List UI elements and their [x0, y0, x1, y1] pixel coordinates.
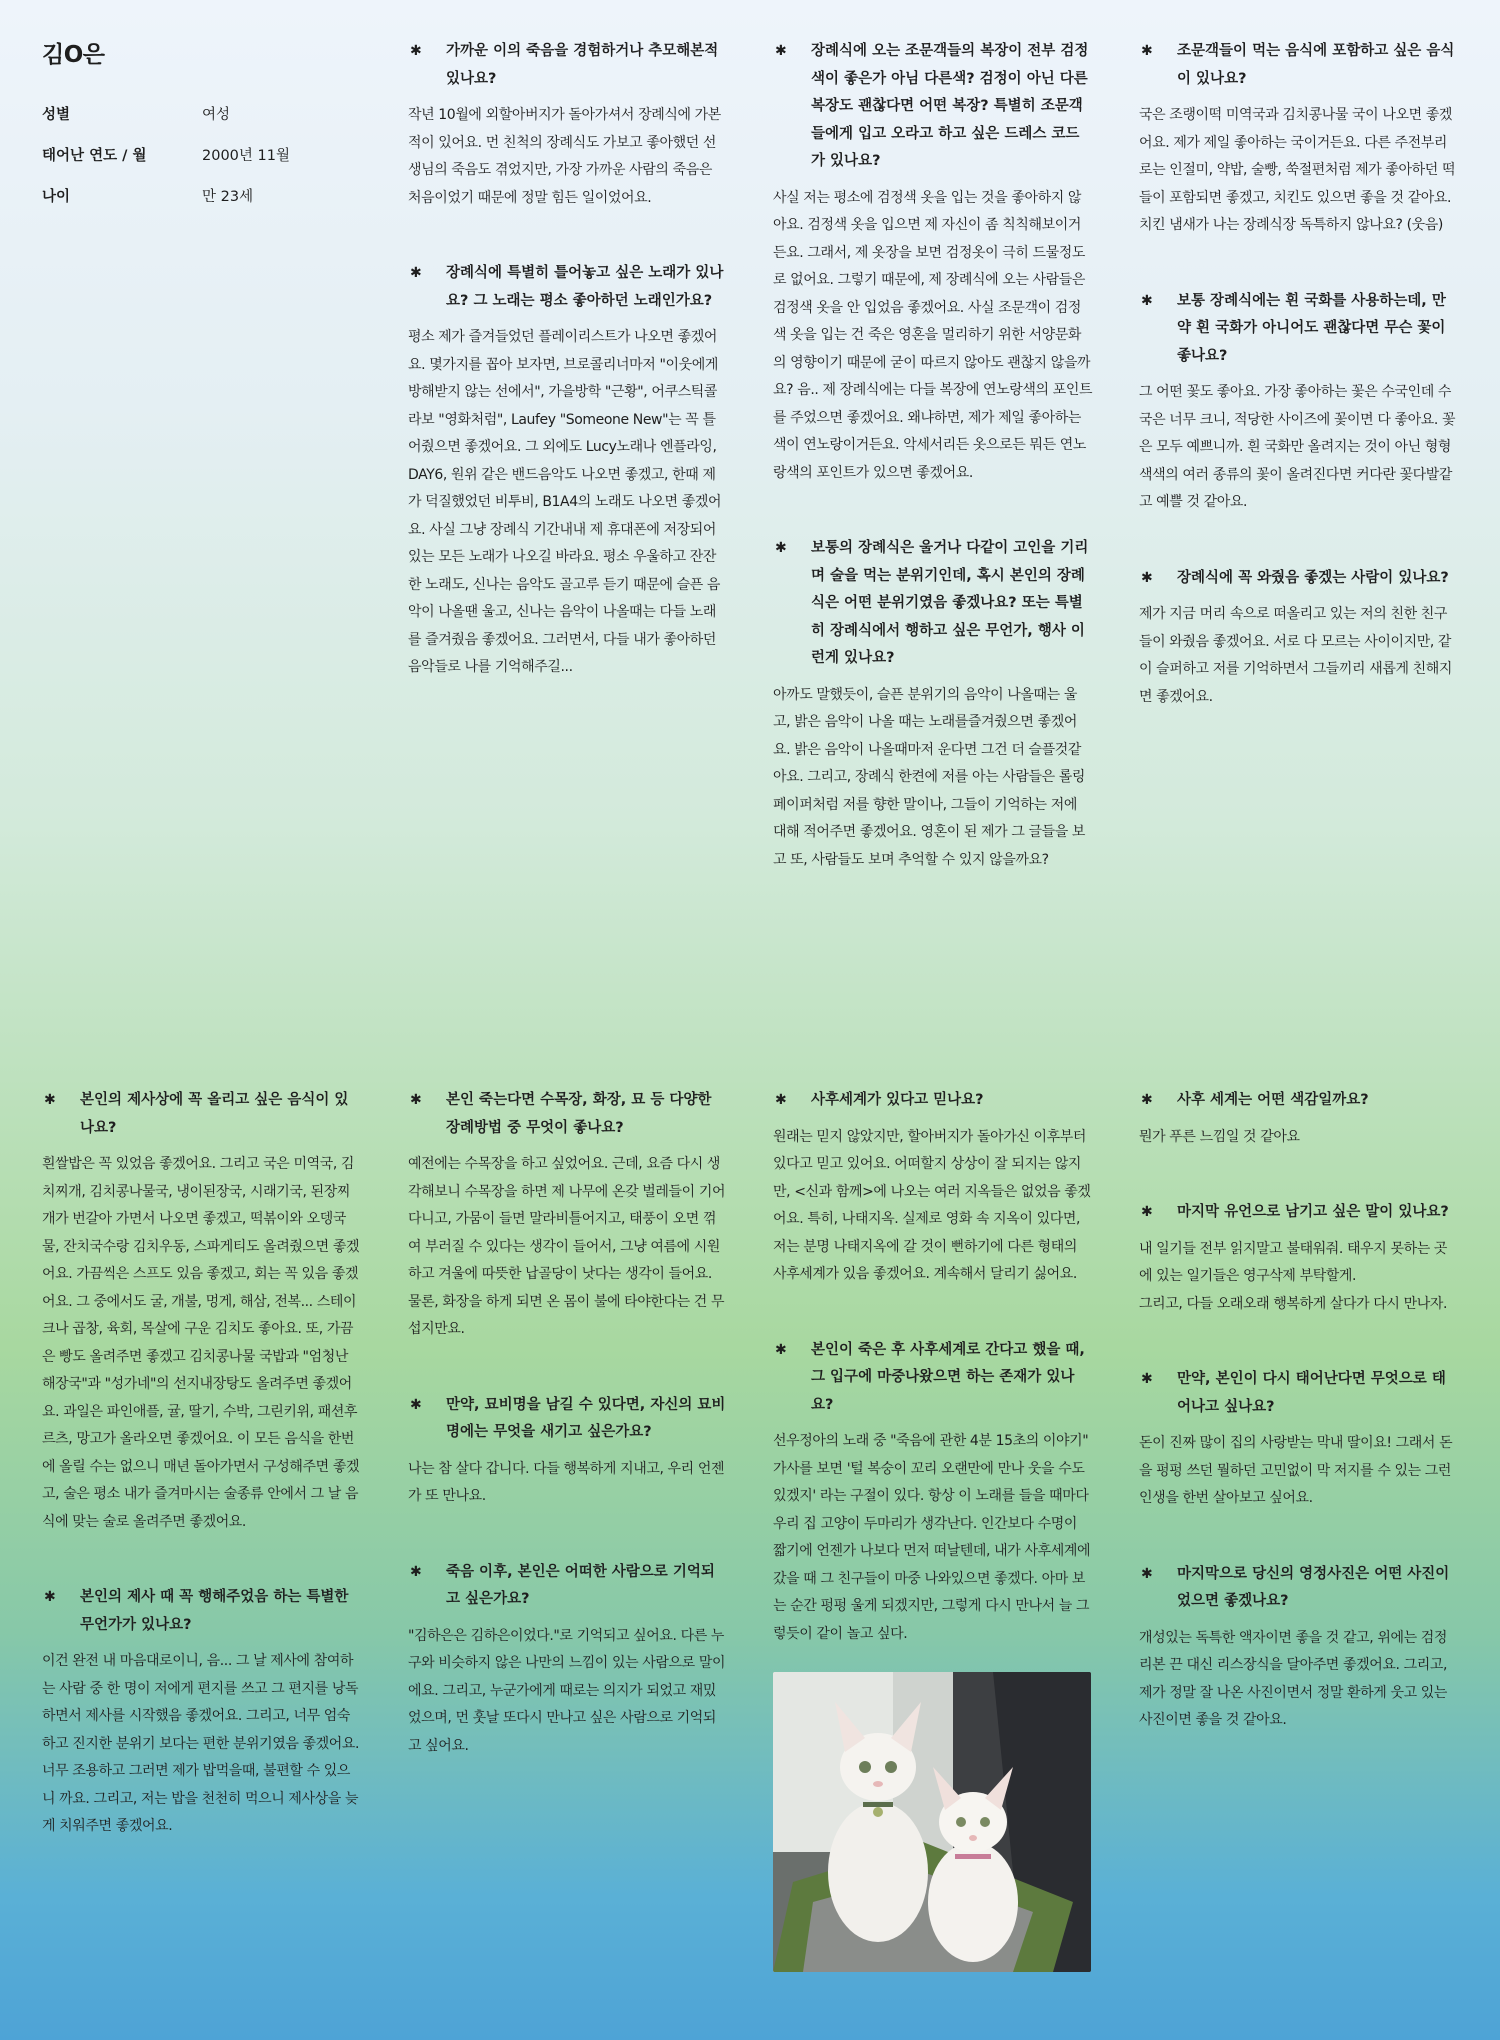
question [1139, 1561, 1459, 1616]
qa-item [1139, 1087, 1459, 1151]
asterisk-icon: ✱ [1141, 1371, 1153, 1387]
info-row-birth [42, 144, 362, 165]
qa-item [408, 38, 728, 212]
answer: 돈이 진짜 많이 집의 사랑받는 막내 딸이요! 그래서 돈을 펑펑 쓰던 뭘하던 고민없이 막 저지를 수 있는 그런 인생을 한번 살아보고 싶어요. [1139, 1435, 1453, 1506]
asterisk-icon: ✱ [1141, 569, 1153, 586]
question-text: 본인의 제사상에 꼭 올리고 싶은 음식이 있나요? [80, 1092, 349, 1136]
asterisk-icon: ✱ [44, 1589, 56, 1605]
column-bottom-4 [1139, 1087, 1459, 1783]
asterisk-icon: ✱ [410, 1396, 422, 1413]
question [408, 1559, 728, 1614]
question-text: 본인 죽는다면 수목장, 화장, 묘 등 다양한 장례방법 중 무엇이 좋나요? [446, 1092, 712, 1136]
asterisk-icon: ✱ [775, 1341, 787, 1358]
question [408, 1392, 728, 1447]
profile-name: 김O은 [42, 42, 105, 68]
question-text: 마지막으로 당신의 영정사진은 어떤 사진이었으면 좋겠나요? [1177, 1565, 1450, 1609]
qa-item [408, 1392, 728, 1511]
profile-column [42, 36, 362, 226]
info-value: 2000년 11월 [202, 148, 290, 164]
question [773, 1087, 1093, 1115]
answer: 아까도 말했듯이, 슬픈 분위기의 음악이 나올때는 울고, 밝은 음악이 나올 때는 노래를즐겨줬으면 좋겠어요. 밝은 음악이 나올때마저 운다면 그건 더 슬플것같아요. 그리고, 장례식 한켠에 저를 아는 사람들은 롤링페이퍼처럼 저를 향한 말이나, 그들이 기억하는 저에 대해 적어주면 좋겠어요. 영혼이 된 제가 그 글들을 보고 또, 사람들도 보며 추억할 수 있지 않을까요? [773, 686, 1086, 868]
qa-item [1139, 1561, 1459, 1735]
answer: "김하은은 김하은이었다."로 기억되고 싶어요. 다른 누구와 비슷하지 않은 나만의 느낌이 있는 사람으로 말이에요. 그리고, 누군가에게 때로는 의지가 되었고 재밌었으며, 먼 훗날 또다시 만나고 싶은 사람으로 기억되고 싶어요. [408, 1627, 726, 1754]
question-text: 보통의 장례식은 울거나 다같이 고인을 기리며 술을 먹는 분위기인데, 혹시 본인의 장례식은 어떤 분위기였음 좋겠나요? 또는 특별히 장례식에서 행하고 싶은 무언가, 행사 이런게 있나요? [811, 540, 1089, 666]
question [1139, 1199, 1459, 1227]
qa-item [773, 1337, 1093, 1649]
column-bottom-1 [42, 1087, 362, 1889]
column-bottom-3 [773, 1087, 1093, 1972]
question-text: 조문객들이 먹는 음식에 포함하고 싶은 음식이 있나요? [1177, 43, 1455, 87]
qa-item [1139, 1199, 1459, 1318]
column-top-4 [1139, 38, 1459, 759]
qa-item [773, 38, 1093, 487]
answer: 작년 10월에 외할아버지가 돌아가셔서 장례식에 가본 적이 있어요. 먼 친척의 장례식도 가보고 좋아했던 선생님의 죽음도 겪었지만, 가장 가까운 사람의 죽음은 처음이었기 때문에 정말 힘든 일이었어요. [408, 107, 721, 206]
question-text: 만약, 본인이 다시 태어난다면 무엇으로 태어나고 싶나요? [1177, 1371, 1446, 1415]
info-label: 성별 [42, 107, 71, 123]
answer: 예전에는 수목장을 하고 싶었어요. 근데, 요즘 다시 생각해보니 수목장을 하면 제 나무에 온갖 벌레들이 기어다니고, 가뭄이 들면 말라비틀어지고, 태풍이 오면 꺾여 부러질 수 있다는 생각이 들어서, 그냥 여름에 시원하고 겨울에 따뜻한 납골당이 낫다는 생각이 들어요. 물론, 화장을 하게 되면 온 몸이 불에 타야한다는 건 무섭지만요. [408, 1156, 726, 1337]
question-text: 보통 장례식에는 흰 국화를 사용하는데, 만약 흰 국화가 아니어도 괜찮다면 무슨 꽃이 좋나요? [1177, 292, 1446, 364]
answer: 국은 조랭이떡 미역국과 김치콩나물 국이 나오면 좋겠어요. 제가 제일 좋아하는 국이거든요. 다른 주전부리로는 인절미, 약밥, 술빵, 쑥절편처럼 제가 좋아하던 떡들이 포함되면 좋겠고, 치킨도 있으면 좋을 것 같아요. 치킨 냄새가 나는 장례식장 독특하지 않나요? (웃음) [1139, 107, 1456, 233]
question-text: 사후 세계는 어떤 색감일까요? [1177, 1092, 1369, 1108]
qa-item [1139, 38, 1459, 240]
info-row-age [42, 185, 362, 206]
answer: 흰쌀밥은 꼭 있었음 좋겠어요. 그리고 국은 미역국, 김치찌개, 김치콩나물국, 냉이된장국, 시래기국, 된장찌개가 번갈아 가면서 나오면 좋겠고, 떡볶이와 오뎅국물, 잔치국수랑 김치우동, 스파게티도 올려줬으면 좋겠어요. 가끔씩은 스프도 있음 좋겠고, 회는 꼭 있음 좋겠어요. 그 중에서도 굴, 개불, 멍게, 해삼, 전복... 스테이크나 곱창, 육회, 목살에 구운 김치도 좋아요. 또, 가끔은 빵도 올려주면 좋겠고 김치콩나물 국밥과 "엄청난 해장국"과 "성가네"의 선지내장탕도 올려주면 좋겠어요. 과일은 파인애플, 귤, 딸기, 수박, 그린키위, 패션후르츠, 망고가 올라오면 좋겠어요. 이 모든 음식을 한번에 올릴 수는 없으니 매년 돌아가면서 구성해주면 좋겠고, 술은 평소 내가 즐겨마시는 술종류 안에서 그 날 음식에 맞는 술로 올려주면 좋겠어요. [42, 1156, 360, 1530]
question-text: 장례식에 꼭 와줬음 좋겠는 사람이 있나요? [1177, 569, 1449, 586]
answer: 내 일기들 전부 읽지말고 불태워줘. 태우지 못하는 곳에 있는 일기들은 영구삭제 부탁할게. 그리고, 다들 오래오래 행복하게 살다가 다시 만나자. [1139, 1240, 1448, 1312]
question [408, 1087, 728, 1142]
qa-item [1139, 288, 1459, 517]
question [408, 260, 728, 315]
qa-item [42, 1087, 362, 1536]
asterisk-icon: ✱ [775, 43, 787, 59]
info-value: 여성 [202, 107, 231, 123]
asterisk-icon: ✱ [44, 1092, 56, 1108]
question-text: 본인의 제사 때 꼭 행해주었음 하는 특별한 무언가가 있나요? [80, 1589, 349, 1633]
info-label: 태어난 연도 / 월 [42, 148, 147, 164]
answer: 평소 제가 즐겨들었던 플레이리스트가 나오면 좋겠어요. 몇가지를 꼽아 보자면, 브로콜리너마저 "이웃에게 방해받지 않는 선에서", 가을방학 "근황", 어쿠스틱콜라보 "영화처럼", Laufey "Someone New"는 꼭 틀어줬으면 좋겠어요. 그 외에도 Lucy노래나 엔플라잉, DAY6, 원위 같은 밴드음악도 나오면 좋겠고, 한때 제가 덕질했었던 비투비, B1A4의 노래도 나오면 좋겠어요. 사실 그냥 장례식 기간내내 제 휴대폰에 저장되어 있는 모든 노래가 나오길 바라요. 평소 우울하고 잔잔한 노래도, 신나는 음악도 골고루 듣기 때문에 슬픈 음악이 나올땐 울고, 신나는 음악이 나올때는 다들 노래를 즐겨줬음 좋겠어요. 그러면서, 다들 내가 좋아하던 음악들로 나를 기억해주길... [408, 329, 722, 675]
answer: 사실 저는 평소에 검정색 옷을 입는 것을 좋아하지 않아요. 검정색 옷을 입으면 제 자신이 좀 칙칙해보이거든요. 그래서, 제 옷장을 보면 검정옷이 극히 드물정도로 없어요. 그렇기 때문에, 제 장례식에 오는 사람들은 검정색 옷을 안 입었음 좋겠어요. 사실 조문객이 검정색 옷을 입는 건 죽은 영혼을 멀리하기 위한 서양문화의 영향이기 때문에 굳이 따르지 않아도 괜찮지 않을까요? 음.. 제 장례식에는 다들 복장에 연노랑색의 포인트를 주었으면 좋겠어요. 왜냐하면, 제가 제일 좋아하는 색이 연노랑이거든요. 악세서리든 옷으로든 뭐든 연노랑색의 포인트가 있으면 좋겠어요. [773, 189, 1093, 481]
question [42, 1584, 362, 1639]
question [1139, 38, 1459, 93]
column-top-2 [408, 38, 728, 730]
question [1139, 288, 1459, 371]
question [1139, 1366, 1459, 1421]
question-text: 가까운 이의 죽음을 경험하거나 추모해본적 있나요? [446, 43, 719, 87]
qa-item [408, 1559, 728, 1761]
info-label: 나이 [42, 189, 71, 205]
answer: 원래는 믿지 않았지만, 할아버지가 돌아가신 이후부터 있다고 믿고 있어요. 어떠할지 상상이 잘 되지는 않지만, <신과 함께>에 나오는 여러 지옥들은 없었음 좋겠어요. 특히, 나태지옥. 실제로 영화 속 지옥이 있다면, 저는 분명 나태지옥에 갈 것이 뻔하기에 다른 형태의 사후세계가 있음 좋겠어요. 계속해서 달리기 싫어요. [773, 1128, 1091, 1282]
qa-item [1139, 1366, 1459, 1513]
question [773, 535, 1093, 673]
qa-item [42, 1584, 362, 1841]
column-top-3 [773, 38, 1093, 922]
answer: 뭔가 푸른 느낌일 것 같아요 [1139, 1128, 1300, 1145]
question [773, 1337, 1093, 1420]
column-bottom-2 [408, 1087, 728, 1808]
asterisk-icon: ✱ [1141, 1565, 1153, 1582]
qa-item [408, 1087, 728, 1344]
answer: 이건 완전 내 마음대로이니, 음... 그 날 제사에 참여하는 사람 중 한 명이 저에게 편지를 쓰고 그 편지를 낭독하면서 제사를 시작했음 좋겠어요. 그리고, 너무 엄숙하고 진지한 분위기 보다는 편한 분위기였음 좋겠어요. 너무 조용하고 그러면 제가 밥먹을때, 불편할 수 있으니 까요. 그리고, 저는 밥을 천천히 먹으니 제사상을 늦게 치워주면 좋겠어요. [42, 1653, 360, 1834]
question-text: 만약, 묘비명을 남길 수 있다면, 자신의 묘비명에는 무엇을 새기고 싶은가요? [446, 1396, 726, 1440]
asterisk-icon: ✱ [775, 1092, 787, 1108]
answer: 선우정아의 노래 중 "죽음에 관한 4분 15초의 이야기" 가사를 보면 '털 복숭이 꼬리 오랜만에 만나 웃을 수도 있겠지' 라는 구절이 있다. 항상 이 노래를 들을 때마다 우리 집 고양이 두마리가 생각난다. 인간보다 수명이 짧기에 언젠가 나보다 먼저 떠날텐데, 내가 사후세계에 갔을 때 그 친구들이 마중 나와있으면 좋겠다. 아마 보는 순간 펑펑 울게 되겠지만, 그렇게 다시 만나서 늘 그렇듯이 같이 놀고 싶다. [773, 1433, 1091, 1642]
qa-item [773, 1087, 1093, 1289]
cats-photo [773, 1672, 1091, 1972]
question-text: 사후세계가 있다고 믿나요? [811, 1092, 984, 1108]
asterisk-icon: ✱ [410, 265, 422, 281]
info-row-gender [42, 103, 362, 124]
answer: 개성있는 독특한 액자이면 좋을 것 같고, 위에는 검정 리본 끈 대신 리스장식을 달아주면 좋겠어요. 그리고, 제가 정말 잘 나온 사진이면서 정말 환하게 웃고 있는 사진이면 좋을 것 같아요. [1139, 1629, 1448, 1728]
asterisk-icon: ✱ [410, 1092, 422, 1108]
asterisk-icon: ✱ [410, 43, 422, 59]
answer: 그 어떤 꽃도 좋아요. 가장 좋아하는 꽃은 수국인데 수국은 너무 크니, 적당한 사이즈에 꽃이면 다 좋아요. 꽃은 모두 예쁘니까. 흰 국화만 올려지는 것이 아닌 형형색색의 여러 종류의 꽃이 올려진다면 커다란 꽃다발같고 예쁠 것 같아요. [1139, 384, 1456, 510]
asterisk-icon: ✱ [410, 1563, 422, 1580]
question-text: 장례식에 특별히 틀어놓고 싶은 노래가 있나요? 그 노래는 평소 좋아하던 노래인가요? [446, 265, 724, 309]
info-value: 만 23세 [202, 189, 254, 205]
asterisk-icon: ✱ [775, 540, 787, 556]
qa-item [773, 535, 1093, 874]
question-text: 본인이 죽은 후 사후세계로 간다고 했을 때, 그 입구에 마중나왔으면 하는 존재가 있나요? [811, 1341, 1085, 1413]
answer: 제가 지금 머리 속으로 떠올리고 있는 저의 친한 친구들이 와줬음 좋겠어요. 서로 다 모르는 사이이지만, 같이 슬퍼하고 저를 기억하면서 그들끼리 새롭게 친해지면 좋겠어요. [1139, 606, 1453, 705]
asterisk-icon: ✱ [1141, 43, 1153, 59]
asterisk-icon: ✱ [1141, 292, 1153, 309]
question [773, 38, 1093, 176]
question [42, 1087, 362, 1142]
question-text: 죽음 이후, 본인은 어떠한 사람으로 기억되고 싶은가요? [446, 1563, 715, 1607]
question [1139, 565, 1459, 593]
question-text: 장례식에 오는 조문객들의 복장이 전부 검정색이 좋은가 아님 다른색? 검정이 아닌 다른 복장도 괜찮다면 어떤 복장? 특별히 조문객들에게 입고 오라고 하고 싶은 드레스 코드가 있나요? [811, 43, 1089, 169]
qa-item [1139, 565, 1459, 712]
asterisk-icon: ✱ [1141, 1204, 1153, 1220]
question [408, 38, 728, 93]
question-text: 마지막 유언으로 남기고 싶은 말이 있나요? [1177, 1204, 1449, 1220]
answer: 나는 참 살다 갑니다. 다들 행복하게 지내고, 우리 언젠가 또 만나요. [408, 1460, 725, 1504]
question [1139, 1087, 1459, 1115]
asterisk-icon: ✱ [1141, 1092, 1153, 1108]
qa-item [408, 260, 728, 682]
